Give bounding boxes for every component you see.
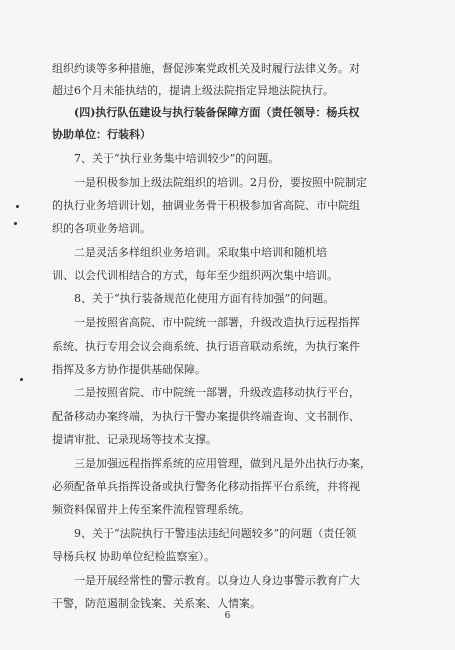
section-heading-continued: 协助单位：行装科） (52, 128, 151, 141)
body-text-line: 三是加强远程指挥系统的应用管理，做到凡是外出执行办案， (74, 457, 371, 470)
body-text-line: 超过6个月未能执结的，提请上级法院指定异地法院执行。 (52, 84, 334, 97)
scan-speck (16, 205, 19, 208)
page-number: 6 (224, 611, 231, 621)
body-text-line: 一是积极参加上级法院组织的培训。2月份，要按照中院制定 (74, 176, 367, 189)
body-text-line: 的执行业务培训计划，抽调业务骨干积极参加省高院、市中院组 (52, 199, 360, 212)
body-text-line: 一是开展经常性的警示教育。以身边人身边事警示教育广大 (74, 574, 360, 587)
body-text-line: 频资料保留并上传至案件流程管理系统。 (52, 503, 250, 516)
scan-speck (14, 222, 17, 225)
body-text-line: 配备移动办案终端，为执行干警办案提供终端查询、文书制作、 (52, 410, 360, 423)
issue-heading: 8、关于“执行装备规范化使用方面有待加强”的问题。 (74, 292, 335, 305)
body-text-line: 二是按照省院、市中院统一部署，升级改造移动执行平台， (74, 386, 360, 399)
body-text-line: 二是灵活多样组织业务培训。采取集中培训和随机培 (74, 246, 327, 259)
body-text-line: 织的各项业务培训。 (52, 222, 151, 235)
issue-heading: 7、关于“执行业务集中培训较少”的问题。 (74, 152, 280, 165)
body-text-line: 指挥及多方协作提供基础保障。 (52, 363, 206, 376)
body-text-line: 提请审批、记录现场等技术支撑。 (52, 433, 217, 446)
body-text-line: 必须配备单兵指挥设备或执行警务化移动指挥平台系统，并将视 (52, 480, 360, 493)
body-text-line: 一是按照省高院、市中院统一部署，升级改造执行远程指挥 (74, 316, 360, 329)
body-text-line: 导杨兵权 协助单位纪检监察室）。 (52, 550, 215, 563)
issue-heading: 9、关于“法院执行干警违法违纪问题较多”的问题（责任领 (74, 527, 357, 540)
body-text-line: 训、以会代训相结合的方式，每年至少组织两次集中培训。 (52, 269, 338, 282)
body-text-line: 系统、执行专用会议会商系统、执行语音联动系统，为执行案件 (52, 340, 360, 353)
body-text-line: 组织约谈等多种措施，督促涉案党政机关及时履行法律义务。对 (52, 62, 360, 75)
section-heading: (四)执行队伍建设与执行装备保障方面（责任领导：杨兵权 (74, 106, 360, 119)
body-text-line: 干警，防范遏制金钱案、关系案、人情案。 (52, 597, 261, 610)
scan-speck (20, 378, 23, 381)
